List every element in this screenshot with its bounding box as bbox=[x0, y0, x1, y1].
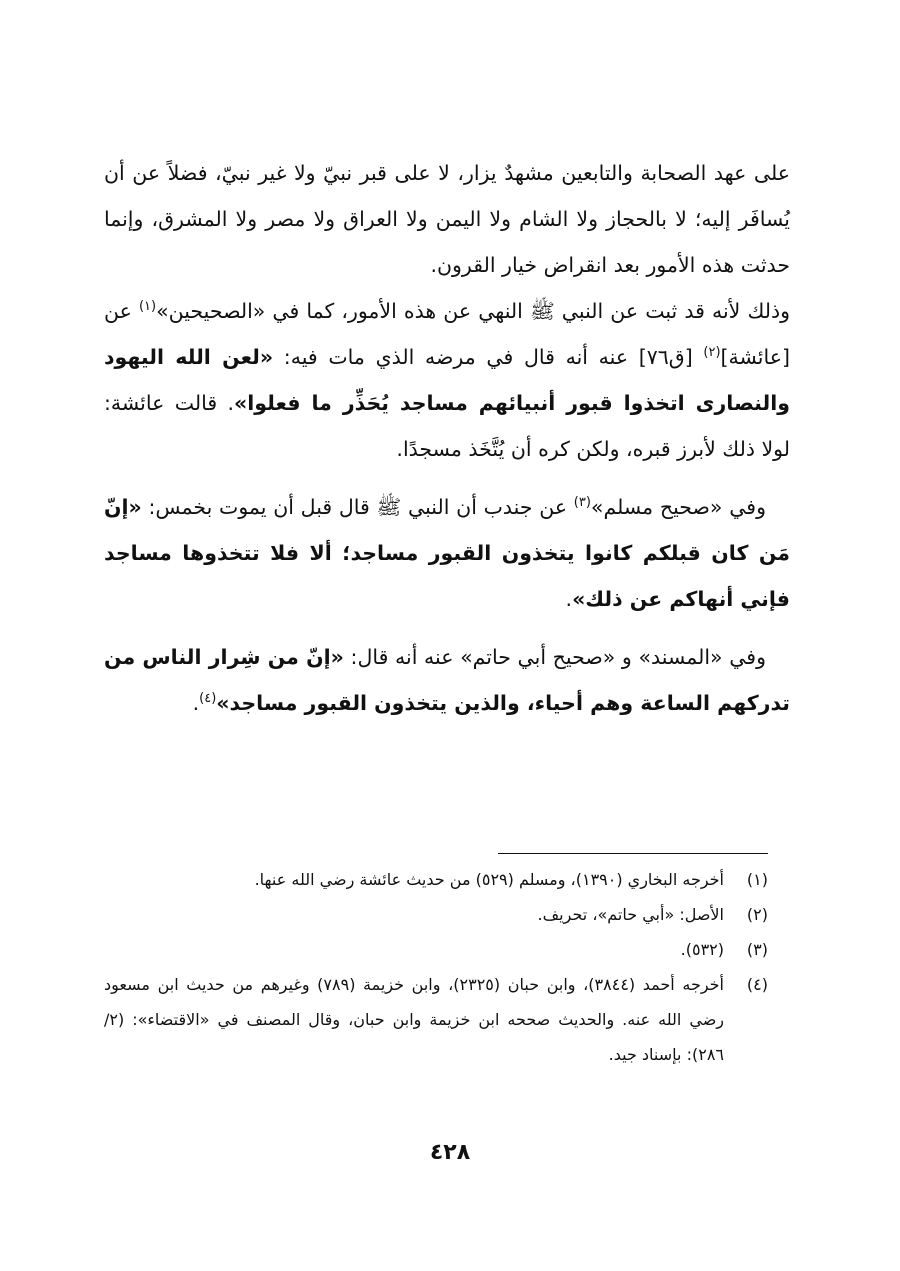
footnotes bbox=[104, 862, 768, 1072]
paragraph-3 bbox=[104, 484, 790, 622]
text-run: [ق٧٦] عنه أنه قال في مرضه الذي مات فيه: bbox=[273, 345, 704, 369]
text-run: وذلك لأنه قد ثبت عن النبي ﷺ النهي عن هذه الأمور، كما في «الصحيحين» bbox=[156, 299, 791, 323]
footnote-ref-2[interactable]: (٢) bbox=[703, 345, 721, 360]
footnote-item bbox=[104, 932, 768, 967]
hadith-quote: «لعن الله اليهود والنصارى اتخذوا قبور أنبيائهم مساجد يُحَذِّر ما فعلوا» bbox=[104, 345, 791, 415]
footnote-number: (٤) bbox=[746, 975, 768, 994]
footnote-ref-1[interactable]: (١) bbox=[138, 299, 157, 314]
paragraph-4 bbox=[104, 634, 790, 726]
text-run: . bbox=[565, 587, 573, 611]
text-run: . قالت عائشة: لولا ذلك لأبرز قبره، ولكن كره أن يُتَّخَذ مسجدًا. bbox=[104, 391, 790, 461]
footnote-number: (١) bbox=[746, 870, 768, 889]
footnote-ref-3[interactable]: (٣) bbox=[573, 495, 591, 510]
footnote-item bbox=[104, 897, 768, 932]
text-run: وفي «المسند» و «صحيح أبي حاتم» عنه أنه قال: bbox=[343, 645, 766, 669]
hadith-quote: «إنّ من شِرار الناس من تدركهم الساعة وهم أحياء، والذين يتخذون القبور مساجد» bbox=[104, 645, 790, 715]
footnote-ref-4[interactable]: (٤) bbox=[199, 691, 217, 706]
footnote-text: أخرجه أحمد (٣٨٤٤)، وابن حبان (٢٣٢٥)، وابن خزيمة (٧٨٩) وغيرهم من حديث ابن مسعود رضي الله عنه. والحديث صححه ابن خزيمة وابن حبان، وقال المصنف في «الاقتضاء»: (٢/ ٢٨٦): بإسناد جيد. bbox=[104, 975, 724, 1064]
paragraph-1 bbox=[104, 150, 790, 288]
footnote-text: الأصل: «أبي حاتم»، تحريف. bbox=[537, 905, 724, 924]
text-run: . bbox=[192, 691, 200, 715]
footnote-item bbox=[104, 862, 768, 897]
page-number: ٤٢٨ bbox=[429, 1140, 471, 1165]
text-run: وفي «صحيح مسلم» bbox=[590, 495, 766, 519]
paragraph-2 bbox=[104, 288, 790, 472]
text-run: على عهد الصحابة والتابعين مشهدٌ يزار، لا على قبر نبيّ ولا غير نبيّ، فضلاً عن أن يُسافَر إليه؛ لا بالحجاز ولا الشام ولا اليمن ولا العراق ولا مصر ولا المشرق، وإنما حدثت هذه الأمور بعد انقراض خيار القرون. bbox=[104, 161, 790, 277]
footnote-item bbox=[104, 967, 768, 1072]
footnote-number: (٢) bbox=[746, 905, 768, 924]
text-run: عن جندب أن النبي ﷺ قال قبل أن يموت بخمس: bbox=[141, 495, 574, 519]
footnote-text: (٥٣٢). bbox=[680, 940, 724, 959]
footnote-divider bbox=[498, 853, 768, 854]
hadith-quote: «إنّ مَن كان قبلكم كانوا يتخذون القبور مساجد؛ ألا فلا تتخذوها مساجد فإني أنهاكم عن ذلك» bbox=[104, 495, 790, 611]
footnote-text: أخرجه البخاري (١٣٩٠)، ومسلم (٥٢٩) من حديث عائشة رضي الله عنها. bbox=[254, 870, 724, 889]
footnote-number: (٣) bbox=[746, 940, 768, 959]
text-run: عن [عائشة] bbox=[104, 299, 790, 369]
main-text bbox=[104, 150, 790, 726]
